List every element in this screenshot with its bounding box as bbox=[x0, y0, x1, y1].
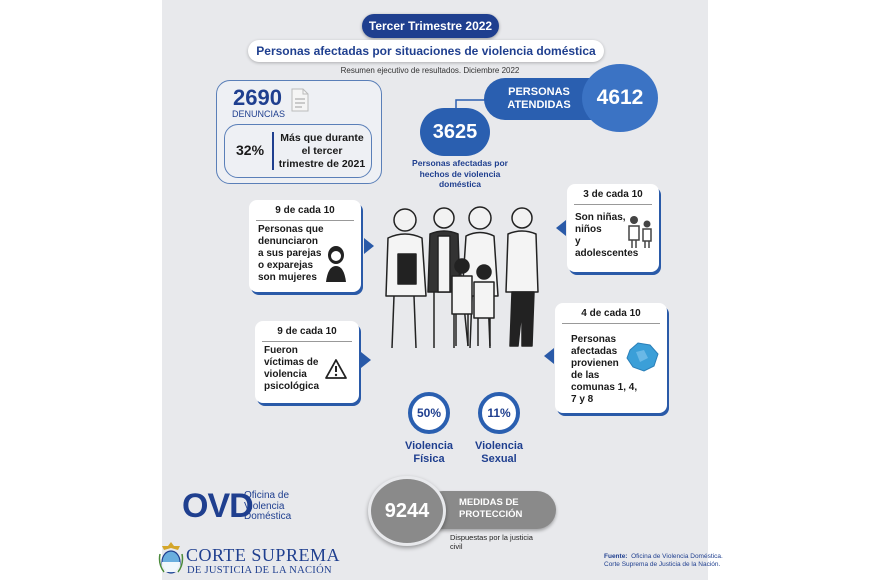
ovd-logo: OVD bbox=[182, 487, 253, 525]
medidas-value: 9244 bbox=[368, 476, 446, 546]
atendidas-label: PERSONAS ATENDIDAS bbox=[484, 78, 614, 120]
fisica-label: Violencia Física bbox=[404, 440, 454, 465]
document-icon bbox=[290, 88, 310, 112]
comunas-ratio: 4 de cada 10 bbox=[581, 308, 641, 319]
main-title: Personas afectadas por situaciones de violencia doméstica bbox=[248, 40, 604, 62]
psicologica-ratio: 9 de cada 10 bbox=[277, 326, 337, 337]
sexual-label: Violencia Sexual bbox=[474, 440, 524, 465]
mujeres-ratio: 9 de cada 10 bbox=[275, 205, 335, 216]
sexual-pct: 11% bbox=[478, 392, 520, 434]
ninos-text: Son niñas, niños y adolescentes bbox=[575, 212, 639, 259]
comparison-pct: 32% bbox=[236, 142, 265, 158]
denuncias-value: 2690 bbox=[233, 85, 282, 110]
mujeres-divider bbox=[256, 220, 354, 221]
psicologica-arrow bbox=[361, 352, 371, 368]
psicologica-divider bbox=[262, 341, 352, 342]
woman-icon bbox=[322, 244, 350, 284]
family-illustration bbox=[372, 196, 552, 358]
ovd-logo-text: Oficina de Violencia Doméstica bbox=[244, 490, 292, 522]
ninos-ratio: 3 de cada 10 bbox=[583, 189, 643, 200]
children-icon bbox=[626, 214, 656, 250]
comparison-text: Más que durante el tercer trimestre de 2021 bbox=[278, 132, 366, 170]
afectadas-label: Personas afectadas por hechos de violencia doméstica bbox=[412, 158, 508, 189]
comunas-text: Personas afectadas provienen de las comunas 1, 4, 7 y 8 bbox=[571, 334, 638, 405]
atendidas-value: 4612 bbox=[582, 64, 658, 132]
warning-icon bbox=[324, 358, 348, 380]
summary-note: Resumen ejecutivo de resultados. Diciembre 2022 bbox=[340, 66, 520, 75]
psicologica-text: Fueron víctimas de violencia psicológica bbox=[264, 345, 320, 392]
corte-logo-line1: CORTE SUPREMA bbox=[186, 545, 340, 565]
mujeres-text: Personas que denunciaron a sus parejas o exparejas son mujeres bbox=[258, 224, 324, 283]
source-note: Fuente: Oficina de Violencia Doméstica. Corte Suprema de Justicia de la Nación. bbox=[604, 553, 723, 568]
medidas-label: MEDIDAS DE PROTECCIÓN bbox=[459, 497, 523, 520]
comparison-divider bbox=[272, 132, 274, 170]
medidas-note: Dispuestas por la justicia civil bbox=[450, 533, 533, 551]
comunas-divider bbox=[562, 323, 660, 324]
ninos-arrow bbox=[556, 220, 566, 236]
period-title: Tercer Trimestre 2022 bbox=[362, 14, 499, 38]
coat-of-arms-icon bbox=[158, 540, 184, 576]
fisica-pct: 50% bbox=[408, 392, 450, 434]
denuncias-label: DENUNCIAS bbox=[232, 109, 286, 119]
map-icon bbox=[624, 340, 662, 374]
afectadas-value: 3625 bbox=[420, 108, 490, 156]
corte-logo-line2: DE JUSTICIA DE LA NACIÓN bbox=[187, 565, 332, 576]
ninos-divider bbox=[574, 204, 652, 205]
